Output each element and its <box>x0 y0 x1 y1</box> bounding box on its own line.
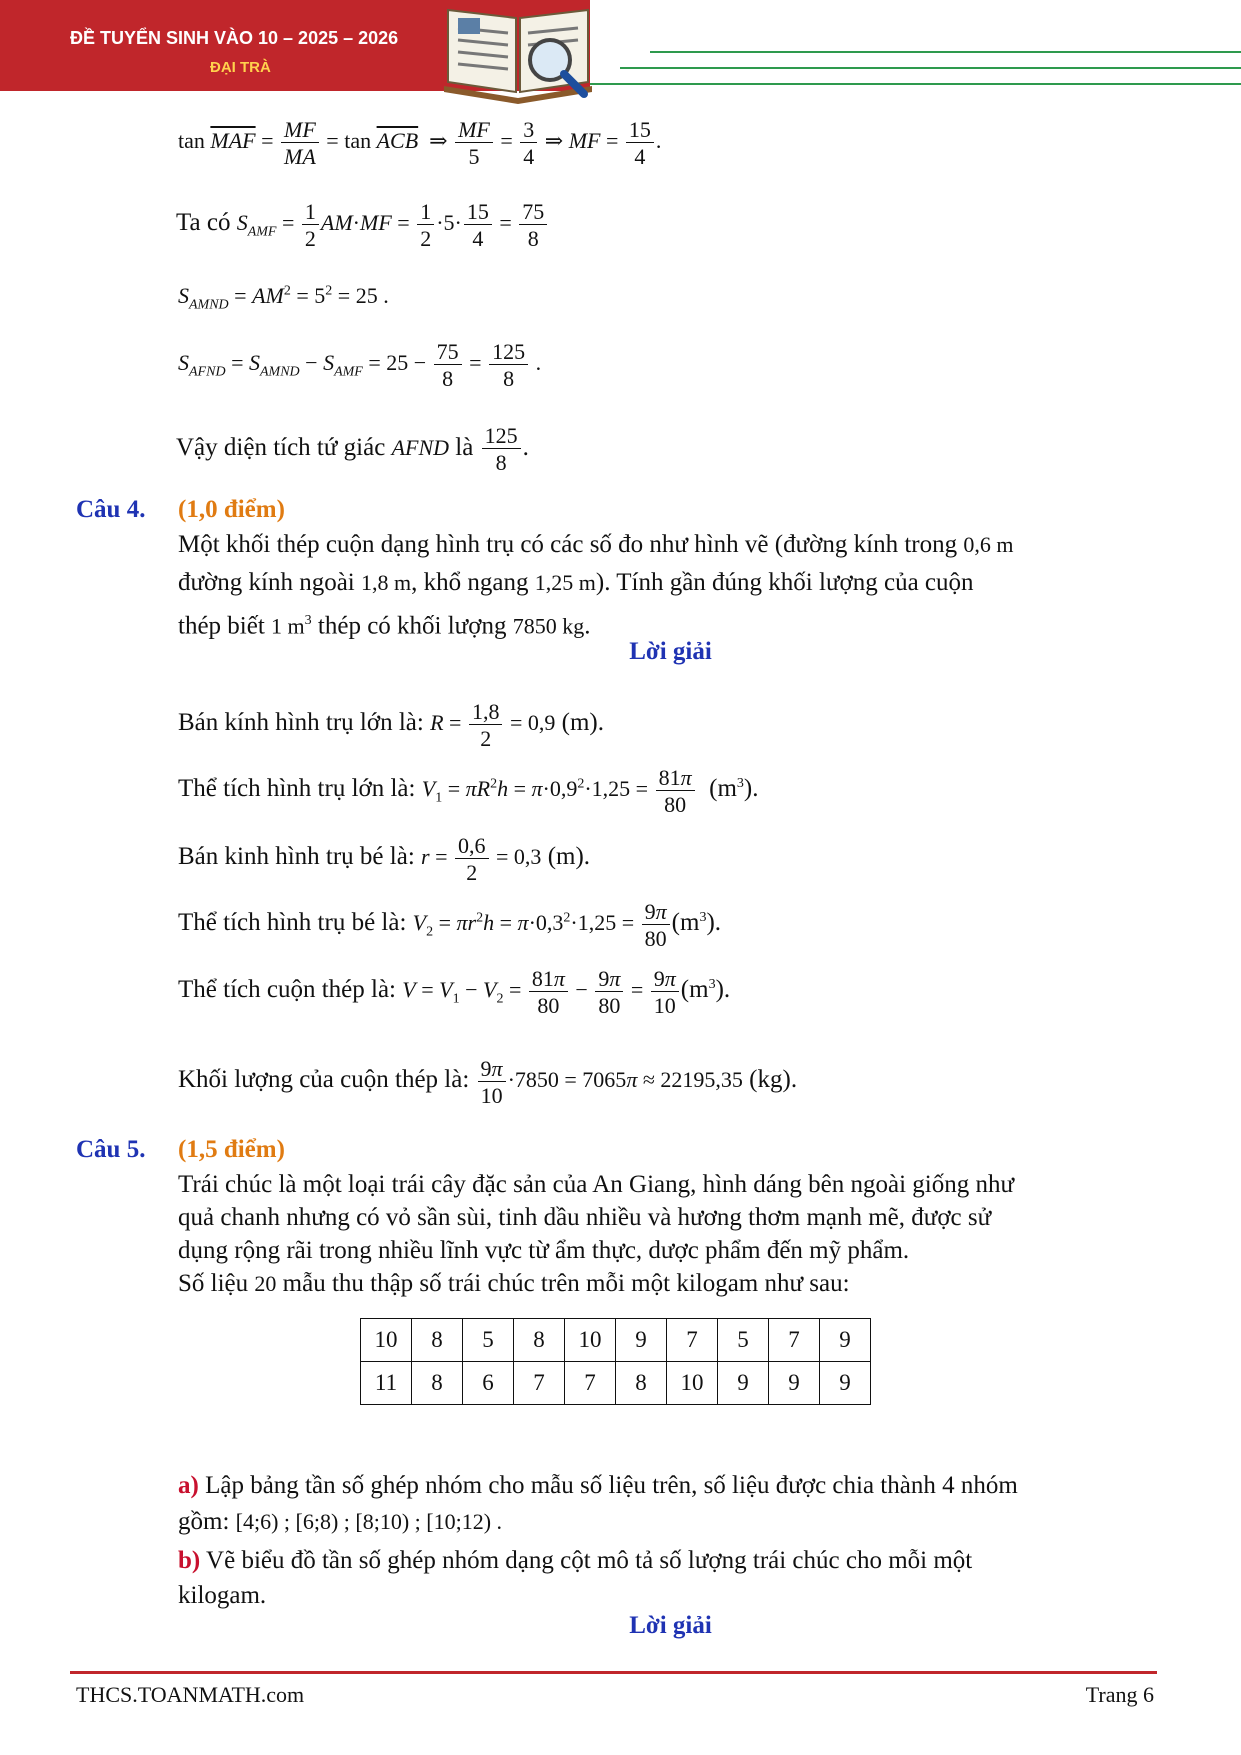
question-5-points: (1,5 điểm) <box>178 1136 285 1163</box>
question-5-line1: Trái chúc là một loại trái cây đặc sản của An Giang, hình dáng bên ngoài giống như <box>178 1171 1015 1198</box>
header-line <box>650 51 1241 53</box>
question-5-line2: quả chanh nhưng có vỏ sần sùi, tinh dầu nhiều và hương thơm mạnh mẽ, được sử <box>178 1204 992 1231</box>
solution-title-4: Lời giải <box>629 638 712 665</box>
solution-4-step4: Thể tích hình trụ bé là: $V_2 = \pi r^2h = \pi\cdot 0,3^2\cdot 1,25$ = $\frac{9\pi}{80}$ $(m^3)$. <box>178 899 722 952</box>
footer-line <box>70 1671 1157 1674</box>
area-amf: Ta có $S_{AMF}$ = $\frac{1}{2}$ AM·MF = $\frac{1}{2}$ ·5· $\frac{15}{4}$ = $\frac{75}{8}$ <box>176 200 549 250</box>
question-5-part-b-line2: kilogam. <box>178 1582 267 1609</box>
area-amnd: $S_{AMND} = AM^2 = 5^2 = 25$ . <box>178 283 389 313</box>
question-5-part-b: b) Vẽ biểu đồ tần số ghép nhóm dạng cột mô tả số lượng trái chúc cho mỗi một <box>178 1547 973 1574</box>
footer-site: THCS.TOANMATH.com <box>76 1682 305 1707</box>
question-4-line2: đường kính ngoài 1,8 m, khổ ngang 1,25 m). Tính gần đúng khối lượng của cuộn <box>178 569 974 596</box>
data-table <box>360 1318 871 1405</box>
question-5-line4: Số liệu 20 mẫu thu thập số trái chúc trên mỗi một kilogam như sau: <box>178 1270 850 1297</box>
header-subtitle: ĐẠI TRÀ <box>210 59 271 76</box>
area-afnd: $S_{AFND} = S_{AMND} - S_{AMF} = 25$ − $\frac{75}{8}$ = $\frac{125}{8}$ . <box>178 339 542 392</box>
solution-4-step3: Bán kinh hình trụ bé là: r = $\frac{0,6}{2}$ = 0,3 (m). <box>178 833 591 886</box>
conclusion-area: Vậy diện tích tứ giác AFND là $\frac{125}{8}$ . <box>176 423 529 476</box>
question-4-line3: thép biết 1 $m^3$ thép có khối lượng 7850 kg. <box>178 612 591 640</box>
question-4-heading: Câu 4. <box>76 496 146 523</box>
solution-4-step5: Thể tích cuộn thép là: $V = V_1 - V_2$ = $\frac{81\pi}{80}$ − $\frac{9\pi}{80}$ = $\frac{9\pi}{10}$ $(m^3)$. <box>178 966 731 1019</box>
question-5-part-a-groups: gồm: [4;6) ; [6;8) ; [8;10) ; [10;12) . <box>178 1508 503 1535</box>
header-line <box>590 83 1241 85</box>
open-book-magnifier-icon <box>438 0 598 105</box>
solution-4-step6: Khối lượng của cuộn thép là: $\frac{9\pi}{10}$ ·7850 = 7065π ≈ 22195,35 (kg). <box>178 1056 798 1109</box>
solution-4-step1: Bán kính hình trụ lớn là: R = $\frac{1,8}{2}$ = 0,9 (m). <box>178 699 604 752</box>
question-5-part-a: a) Lập bảng tần số ghép nhóm cho mẫu số liệu trên, số liệu được chia thành 4 nhóm <box>178 1472 1018 1499</box>
solution-title-5: Lời giải <box>629 1612 712 1639</box>
table-row: 11 8 6 7 7 8 10 9 9 9 <box>361 1362 871 1405</box>
solution-4-step2: Thể tích hình trụ lớn là: $V_1 = \pi R^2h = \pi\cdot 0,9^2\cdot 1,25$ = $\frac{81\pi}{80}$ $(m^3)$. <box>178 765 759 818</box>
table-row: 10 8 5 8 10 9 7 5 7 9 <box>361 1319 871 1362</box>
question-4-points: (1,0 điểm) <box>178 496 285 523</box>
question-5-line3: dụng rộng rãi trong nhiều lĩnh vực từ ẩm thực, dược phẩm đến mỹ phẩm. <box>178 1237 910 1264</box>
equation-tan: $\tan \overline{MAF}$ = $\frac{MF}{MA}$ = $\tan \overline{ACB}$ ⇒ $\frac{MF}{5}$ = $\frac{3}{4}$ ⇒ MF = $\frac{15}{4}$ . <box>178 117 662 170</box>
question-4-line1: Một khối thép cuộn dạng hình trụ có các số đo như hình vẽ (đường kính trong 0,6 m <box>178 531 1014 558</box>
footer-page-number: Trang 6 <box>1085 1682 1154 1707</box>
header-title: ĐỀ TUYỂN SINH VÀO 10 – 2025 – 2026 <box>70 28 399 48</box>
question-5-heading: Câu 5. <box>76 1136 146 1163</box>
header-line <box>620 67 1241 69</box>
